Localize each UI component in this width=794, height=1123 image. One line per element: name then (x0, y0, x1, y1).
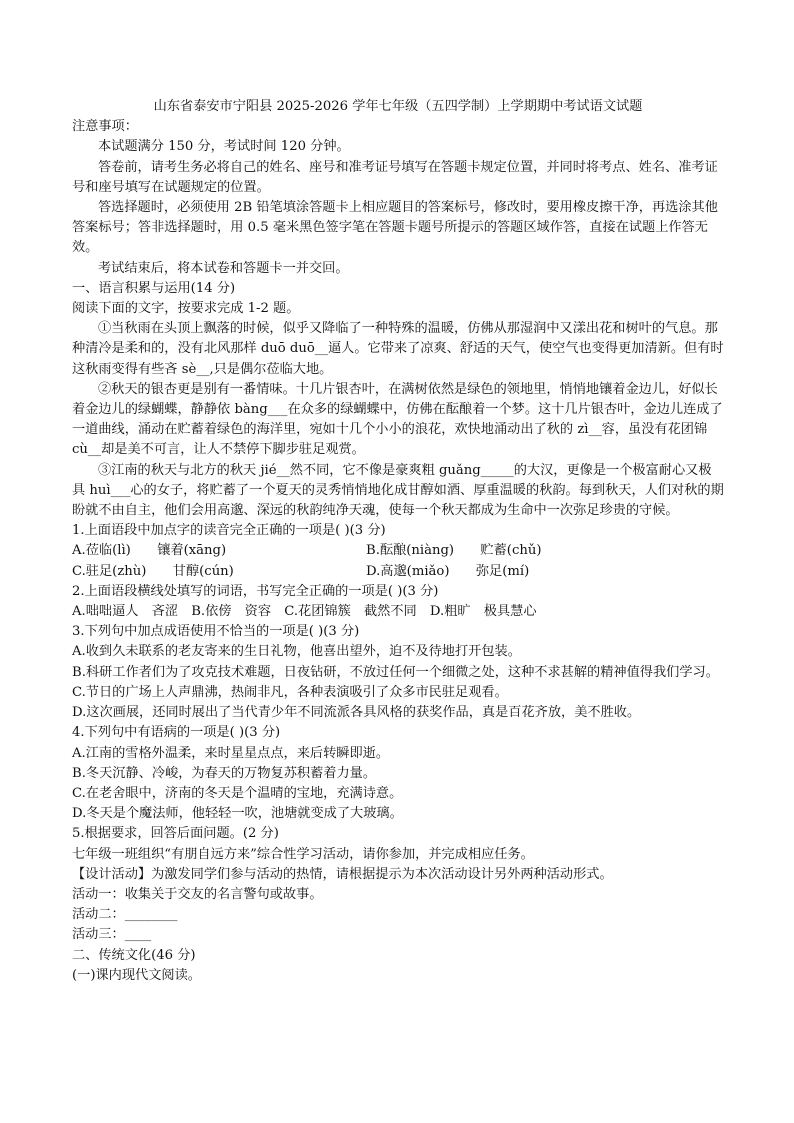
section-heading-2: 二、传统文化(46 分) (72, 947, 196, 963)
notice-item: 本试题满分 150 分，考试时间 120 分钟。 (98, 139, 350, 155)
question-2-options: A.咄咄逼人 吝涩 B.依傍 资容 C.花团锦簇 截然不同 D.粗旷 极具慧心 (72, 604, 537, 620)
notice-item: 考试结束后，将本试卷和答题卡一并交回。 (98, 260, 349, 276)
option-c: C.在老舍眼中，济南的冬天是个温晴的宝地，充满诗意。 (72, 785, 403, 801)
reading-instruction: 阅读下面的文字，按要求完成 1-2 题。 (72, 301, 300, 317)
passage-paragraph: ③江南的秋天与北方的秋天 jié__然不同，它不像是豪爽粗 guǎng_____的大汉，更像是一个极富耐心又极具 huì___心的女子，将贮蓄了一个夏天的灵秀悄悄地化成甘醇如酒、厚重温暖的秋韵。每到秋天，人们对秋的期盼就不由自主，他们会用高邈、深远的秋韵纯净天魂，使每一个秋天都成为生命中一次弥足珍贵的守候。 (72, 462, 724, 519)
subsection-heading: (一)课内现代文阅读。 (72, 967, 201, 983)
notice-heading: 注意事项： (72, 119, 138, 135)
option-d: D.冬天是个魔法师，他轻轻一吹，池塘就变成了大玻璃。 (72, 806, 403, 822)
question-1-options-row (72, 541, 724, 561)
exam-title: 山东省泰安市宁阳县 2025-2026 学年七年级（五四学制）上学期期中考试语文试题 (153, 99, 643, 114)
question-2-stem: 2.上面语段横线处填写的词语，书写完全正确的一项是( )(3 分) (72, 583, 439, 599)
notice-item: 答卷前，请考生务必将自己的姓名、座号和准考证号填写在答题卡规定位置，并同时将考点、姓名、准考证号和座号填写在试题规定的位置。 (72, 159, 718, 195)
question-4-stem: 4.下列句中有语病的一项是( )(3 分) (72, 725, 281, 741)
option-c: C.驻足(zhù) 甘醇(cún) (72, 563, 234, 579)
option-d: D.这次画展，还同时展出了当代青少年不同流派各具风格的获奖作品，真是百花齐放，美不胜收。 (72, 705, 641, 721)
option-b: B.冬天沉静、冷峻，为春天的万物复苏积蓄着力量。 (72, 765, 377, 781)
option-a: A.收到久未联系的老友寄来的生日礼物，他喜出望外，迫不及待地打开包装。 (72, 644, 521, 660)
option-a: A.莅临(lì) 镶着(xāng) (72, 543, 227, 559)
question-5-stem: 5.根据要求，回答后面问题。(2 分) (72, 826, 279, 842)
exam-page (72, 97, 724, 986)
activity-3: 活动三：____ (72, 927, 152, 943)
option-d: D.高邈(miǎo) 弥足(mí) (366, 563, 530, 579)
passage-paragraph: ①当秋雨在头顶上飘落的时候，似乎又降临了一种特殊的温暖，仿佛从那湿润中又漾出花和树叶的气息。那种清冷是柔和的，没有北风那样 duō duō__逼人。它带来了凉爽、舒适的天气，使空气也变得更加清新。但有时这秋雨变得有些吝 sè__,只是偶尔莅临大地。 (72, 321, 724, 377)
activity-1: 活动一：收集关于交友的名言警句或故事。 (72, 886, 323, 902)
question-1-stem: 1.上面语段中加点字的读音完全正确的一项是( )(3 分) (72, 523, 386, 539)
question-3-stem: 3.下列句中加点成语使用不恰当的一项是( )(3 分) (72, 624, 360, 640)
question-5-intro: 七年级一班组织“有朋自远方来”综合性学习活动，请你参加，并完成相应任务。 (72, 846, 534, 862)
option-c: C.节日的广场上人声鼎沸，热闹非凡，各种表演吸引了众多市民驻足观看。 (72, 684, 508, 700)
question-1-options-row (72, 562, 724, 582)
activity-2: 活动二：________ (72, 907, 178, 923)
notice-item: 答选择题时，必须使用 2B 铅笔填涂答题卡上相应题目的答案标号，修改时，要用橡皮擦干净，再选涂其他答案标号；答非选择题时，用 0.5 毫米黑色签字笔在答题卡题号所提示的答题区域作答，直接在试题上作答无效。 (72, 200, 718, 256)
passage-paragraph: ②秋天的银杏更是别有一番情味。十几片银杏叶，在满树依然是绿色的领地里，悄悄地镶着金边儿，好似长着金边儿的绿蝴蝶，静静依 bàng___在众多的绿蝴蝶中，仿佛在酝酿着一个梦。这十几片银杏叶，金边儿连成了一道曲线，涌动在贮蓄着绿色的海洋里，宛如十几个小小的浪花，欢快地涌动出了秋的 zì__容，虽没有花团锦 cù__却是美不可言，让人不禁停下脚步驻足观赏。 (72, 381, 723, 458)
section-heading-1: 一、语言积累与运用(14 分) (72, 280, 236, 296)
question-5-design: 【设计活动】为激发同学们参与活动的热情，请根据提示为本次活动设计另外两种活动形式。 (72, 866, 613, 882)
option-b: B.科研工作者们为了攻克技术难题，日夜钻研，不放过任何一个细微之处，这种不求甚解的精神值得我们学习。 (72, 664, 719, 680)
option-b: B.酝酿(niàng) 贮蓄(chǔ) (366, 543, 542, 559)
option-a: A.江南的雪格外温柔，来时星星点点，来后转瞬即逝。 (72, 745, 390, 761)
